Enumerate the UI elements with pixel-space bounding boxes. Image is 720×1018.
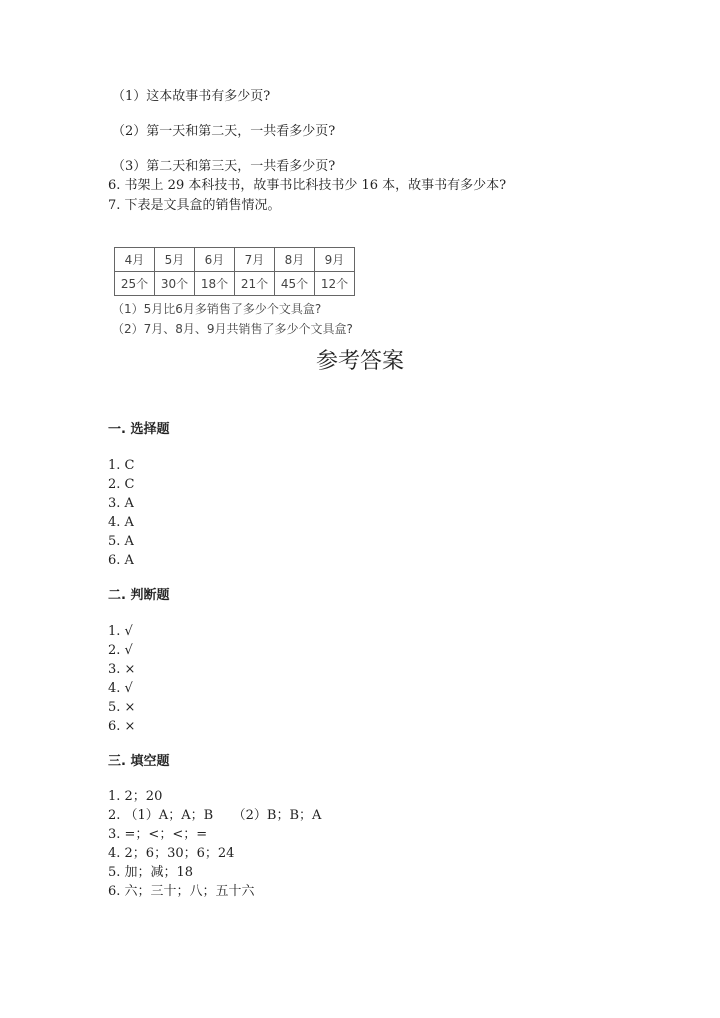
- question-7-part-1: （1）5月比6月多销售了多少个文具盒?: [112, 302, 322, 316]
- question-7: 7. 下表是文具盒的销售情况。: [108, 198, 281, 213]
- table-cell: 25个: [115, 272, 155, 296]
- table-row-months: [115, 248, 355, 272]
- answer-item: 1. √: [108, 624, 133, 639]
- table-cell: 30个: [155, 272, 195, 296]
- table-cell: 18个: [195, 272, 235, 296]
- table-cell: 5月: [155, 248, 195, 272]
- table-cell: 9月: [315, 248, 355, 272]
- question-5-part-1: （1）这本故事书有多少页?: [112, 89, 271, 104]
- table-cell: 4月: [115, 248, 155, 272]
- question-6: 6. 书架上 29 本科技书，故事书比科技书少 16 本，故事书有多少本?: [108, 178, 507, 193]
- answer-item: 3. ×: [108, 662, 136, 677]
- table-cell: 21个: [235, 272, 275, 296]
- table-cell: 12个: [315, 272, 355, 296]
- answer-item: 2. √: [108, 643, 133, 658]
- answer-item: 2. C: [108, 477, 135, 492]
- answer-item: 4. √: [108, 681, 133, 696]
- answer-item: 1. C: [108, 458, 135, 473]
- table-cell: 7月: [235, 248, 275, 272]
- answer-item: 5. ×: [108, 700, 136, 715]
- section-heading-judgment: 二. 判断题: [108, 588, 170, 603]
- section-heading-fill-blank: 三. 填空题: [108, 754, 170, 769]
- question-5-part-2: （2）第一天和第二天，一共看多少页?: [112, 124, 336, 139]
- section-heading-choice: 一. 选择题: [108, 422, 170, 437]
- answer-item: 5. 加；减；18: [108, 865, 194, 880]
- answer-item: 3. =；<；<；=: [108, 827, 208, 842]
- answer-item: 3. A: [108, 496, 134, 511]
- table-cell: 45个: [275, 272, 315, 296]
- answer-item: 6. ×: [108, 719, 136, 734]
- question-7-part-2: （2）7月、8月、9月共销售了多少个文具盒?: [112, 322, 353, 336]
- answer-item: 4. 2；6；30；6；24: [108, 846, 235, 861]
- answer-item: 6. 六；三十；八；五十六: [108, 884, 255, 899]
- table-cell: 6月: [195, 248, 235, 272]
- answer-item: 1. 2；20: [108, 789, 163, 804]
- answer-item: 2. （1）A；A；B （2）B；B；A: [108, 808, 322, 823]
- question-5-part-3: （3）第二天和第三天，一共看多少页?: [112, 159, 336, 174]
- sales-table: [114, 247, 355, 296]
- answers-title: 参考答案: [315, 349, 404, 374]
- answer-item: 4. A: [108, 515, 134, 530]
- table-row-sales: [115, 272, 355, 296]
- answer-item: 6. A: [108, 553, 134, 568]
- table-cell: 8月: [275, 248, 315, 272]
- answer-item: 5. A: [108, 534, 134, 549]
